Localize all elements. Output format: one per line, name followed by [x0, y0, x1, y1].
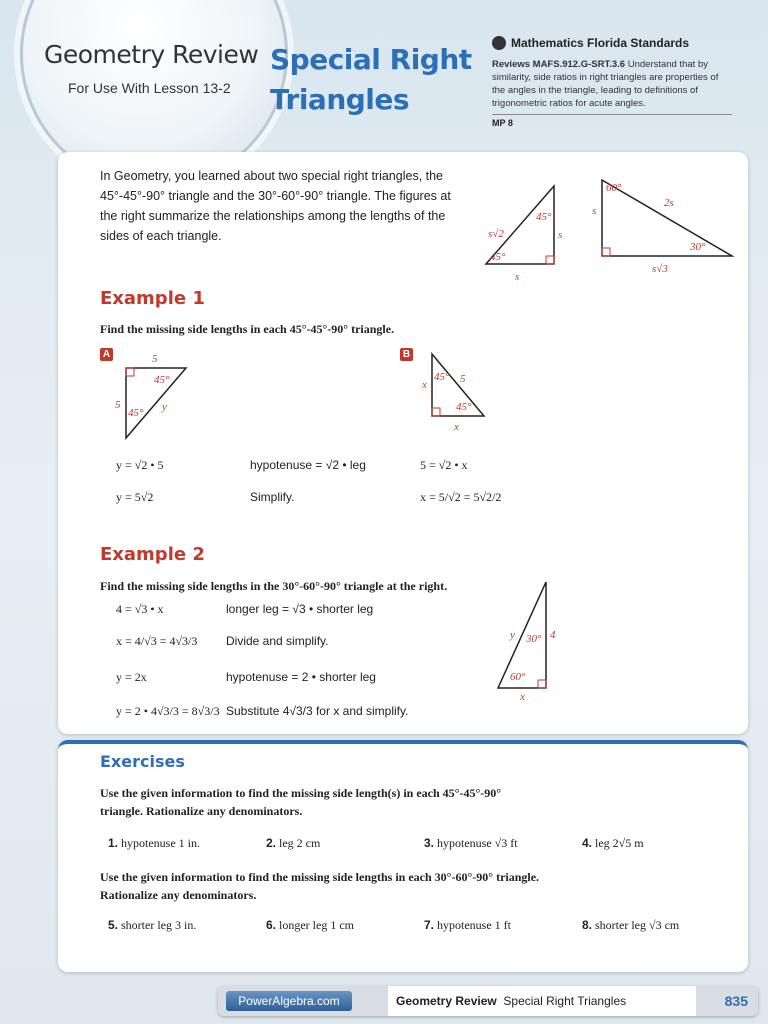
ex1a-angle1: 45°: [154, 374, 170, 386]
ex1b-angle2: 45°: [456, 401, 472, 413]
exercises-instruction-2: Use the given information to find the missing side lengths in each 30°-60°-90° triangle. Rationalize any denominators.: [100, 870, 540, 902]
example1-triangle-b: [414, 348, 504, 438]
t30-hyp: 2s: [664, 197, 674, 209]
ex1-line2-right: x = 5/√2 = 5√2/2: [420, 490, 502, 504]
topic-title: [270, 40, 472, 120]
example1-triangle-a: [112, 348, 202, 443]
ex2-x: x: [520, 691, 525, 703]
ex1a-hyp: y: [162, 401, 167, 413]
topic-line-1: Special Right: [270, 43, 472, 76]
ex1-line1-math: y = √2 • 5: [116, 458, 164, 472]
header-title: Geometry Review: [44, 40, 259, 69]
exercises-heading: Exercises: [100, 752, 185, 771]
example1-instruction: Find the missing side lengths in each 45°-45°-90° triangle.: [100, 322, 395, 336]
ex1a-left: 5: [115, 399, 121, 411]
exercises-panel: [58, 740, 748, 972]
standards-mp: MP 8: [492, 118, 513, 128]
exercise-7: 7. hypotenuse 1 ft: [424, 918, 512, 932]
standards-divider: [492, 114, 732, 115]
exercise-3: 3. hypotenuse √3 ft: [424, 836, 518, 850]
t45-angle-top: 45°: [536, 211, 552, 223]
example2-heading: Example 2: [100, 544, 205, 565]
footer-bar: [218, 986, 758, 1016]
footer-section: Geometry Review Special Right Triangles: [388, 986, 696, 1016]
ex1-line1-right: 5 = √2 • x: [420, 458, 468, 472]
example2-triangle: [488, 576, 568, 701]
ex2-line3-note: hypotenuse = 2 • shorter leg: [226, 670, 376, 684]
poweralgebra-link[interactable]: PowerAlgebra.com: [226, 991, 352, 1011]
ex2-line4-math: y = 2 • 4√3/3 = 8√3/3: [116, 704, 220, 718]
standards-icon: [492, 36, 506, 50]
ex2-line2-note: Divide and simplify.: [226, 634, 329, 648]
standards-title: Mathematics Florida Standards: [492, 36, 732, 50]
ex1a-angle2: 45°: [128, 407, 144, 419]
t45-leg-right: s: [558, 229, 563, 241]
t30-angle-top: 60°: [606, 182, 622, 194]
ex2-side: 4: [550, 629, 556, 641]
ex1-line1-note: hypotenuse = √2 • leg: [250, 458, 366, 472]
t30-leg-bottom: s√3: [652, 263, 668, 275]
ex2-line1-math: 4 = √3 • x: [116, 602, 164, 616]
ex1-line2-math: y = 5√2: [116, 490, 154, 504]
exercise-1: 1. hypotenuse 1 in.: [108, 836, 201, 850]
triangle-30-figure: [592, 174, 742, 274]
example1-badge-b: B: [400, 348, 413, 361]
ex2-y: y: [510, 629, 515, 641]
ex1-line2-note: Simplify.: [250, 490, 295, 504]
t45-angle-bottom: 45°: [490, 251, 506, 263]
ex1b-left: x: [422, 379, 427, 391]
header-subtitle: For Use With Lesson 13-2: [68, 80, 231, 96]
exercise-2: 2. leg 2 cm: [266, 836, 321, 850]
triangle-45-figure: [478, 174, 588, 283]
exercise-8: 8. shorter leg √3 cm: [582, 918, 680, 932]
exercises-instruction-1: Use the given information to find the missing side length(s) in each 45°-45°-90° triangle. Rationalize any denominators.: [100, 786, 502, 818]
ex1a-top: 5: [152, 353, 158, 365]
ex2-line1-note: longer leg = √3 • shorter leg: [226, 602, 374, 616]
ex1b-hyp: 5: [460, 373, 466, 385]
intro-text: In Geometry, you learned about two special right triangles, the 45°-45°-90° triangle and the 30°-60°-90° triangle. The figures at the right summarize the relationships among the lengths of the sides of each triangle.: [100, 169, 451, 243]
topic-line-2: Triangles: [270, 83, 410, 116]
page-number: 835: [724, 993, 748, 1009]
example1-badge-a: A: [100, 348, 113, 361]
example2-instruction: Find the missing side lengths in the 30°-60°-90° triangle at the right.: [100, 579, 448, 593]
t30-leg-left: s: [592, 205, 597, 217]
ex2-line4-note: Substitute 4√3/3 for x and simplify.: [226, 704, 409, 718]
example1-heading: Example 1: [100, 288, 205, 309]
exercise-4: 4. leg 2√5 m: [582, 836, 644, 850]
ex2-line3-math: y = 2x: [116, 670, 147, 684]
t45-leg-bottom: s: [515, 271, 520, 283]
standards-box: [492, 36, 732, 128]
standards-text: Reviews MAFS.912.G-SRT.3.6 Understand that by similarity, side ratios in right triangles are properties of the angles in the triangle, leading to definitions of trigonometric ratios for acute angles.: [492, 59, 719, 109]
ex1b-angle1: 45°: [434, 371, 450, 383]
exercise-5: 5. shorter leg 3 in.: [108, 918, 197, 932]
ex2-angle-top: 30°: [526, 633, 542, 645]
t30-angle-right: 30°: [690, 241, 706, 253]
ex2-angle-bottom: 60°: [510, 671, 526, 683]
exercise-6: 6. longer leg 1 cm: [266, 918, 354, 932]
ex2-line2-math: x = 4/√3 = 4√3/3: [116, 634, 198, 648]
lesson-panel: [58, 152, 748, 734]
t45-hyp: s√2: [488, 228, 504, 240]
ex1b-bottom: x: [454, 421, 459, 433]
